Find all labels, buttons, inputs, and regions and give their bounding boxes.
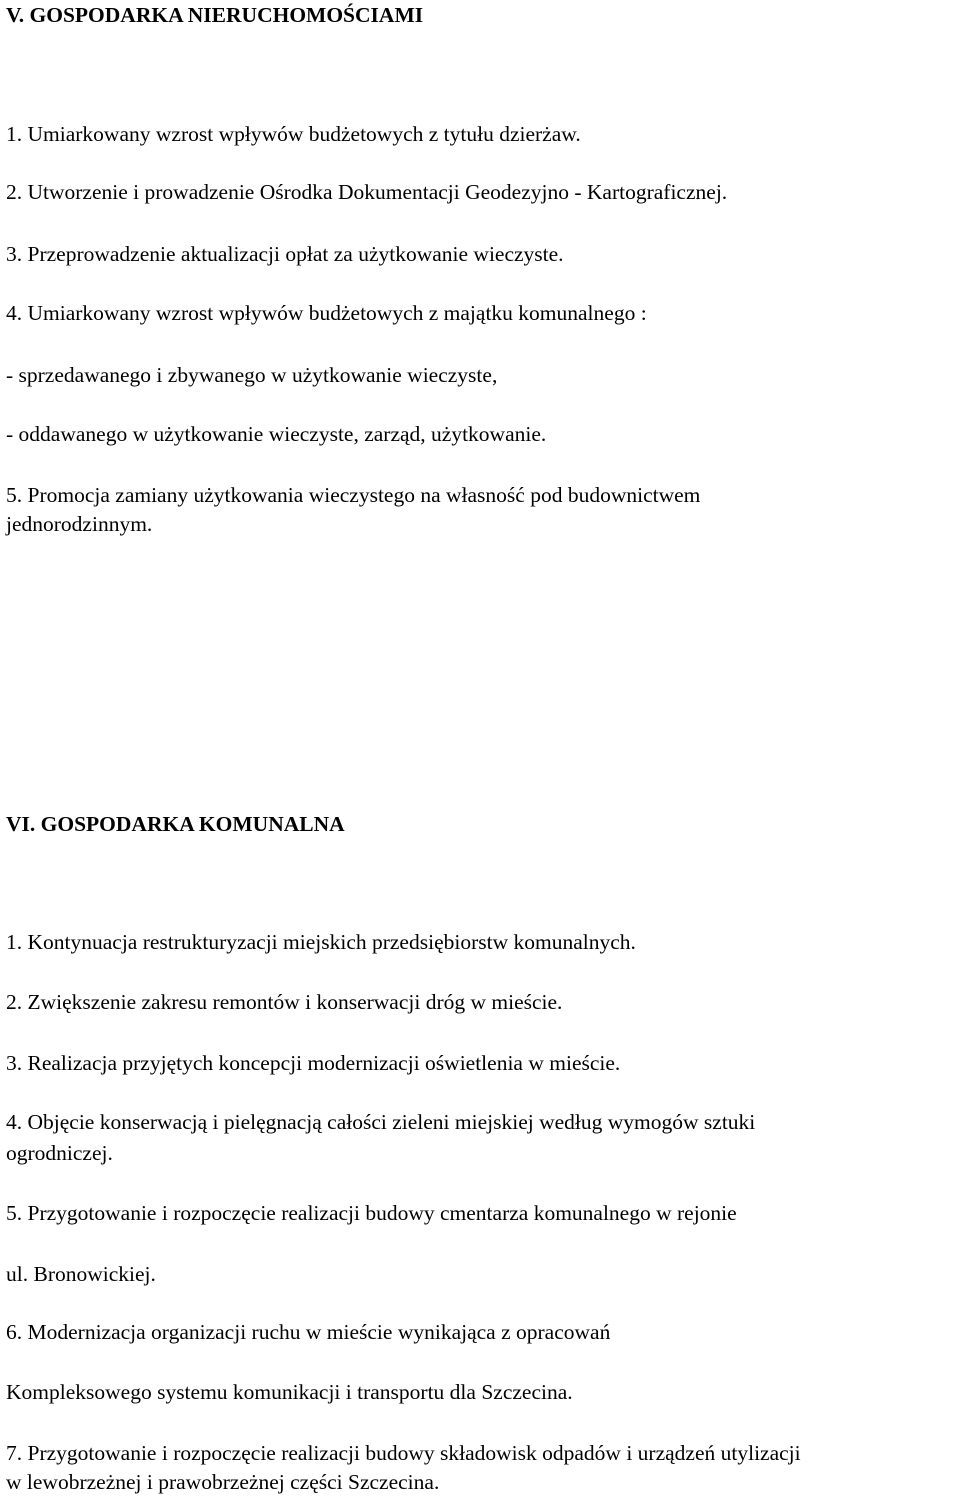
section-v-item-3: 3. Przeprowadzenie aktualizacji opłat za użytkowanie wieczyste. bbox=[6, 242, 564, 266]
section-v-item-4: 4. Umiarkowany wzrost wpływów budżetowych z majątku komunalnego : bbox=[6, 301, 647, 325]
section-v-item-2: 2. Utworzenie i prowadzenie Ośrodka Dokumentacji Geodezyjno - Kartograficznej. bbox=[6, 180, 728, 204]
section-v-item-4-sub-2: - oddawanego w użytkowanie wieczyste, zarząd, użytkowanie. bbox=[6, 422, 547, 446]
section-vi-item-5: 5. Przygotowanie i rozpoczęcie realizacji budowy cmentarza komunalnego w rejonie bbox=[6, 1201, 737, 1225]
section-vi-item-4-cont: ogrodniczej. bbox=[6, 1141, 113, 1165]
section-vi-item-6-cont: Kompleksowego systemu komunikacji i transportu dla Szczecina. bbox=[6, 1380, 573, 1404]
section-v-item-1: 1. Umiarkowany wzrost wpływów budżetowych z tytułu dzierżaw. bbox=[6, 122, 581, 146]
section-vi-item-5-cont: ul. Bronowickiej. bbox=[6, 1262, 156, 1286]
section-vi-item-7-cont: w lewobrzeżnej i prawobrzeżnej części Szczecina. bbox=[6, 1470, 440, 1494]
section-vi-item-7: 7. Przygotowanie i rozpoczęcie realizacji budowy składowisk odpadów i urządzeń utylizacji bbox=[6, 1441, 801, 1465]
section-vi-item-4: 4. Objęcie konserwacją i pielęgnacją całości zieleni miejskiej według wymogów sztuki bbox=[6, 1110, 756, 1134]
section-v-item-5: 5. Promocja zamiany użytkowania wieczystego na własność pod budownictwem bbox=[6, 483, 701, 507]
section-v-item-5-cont: jednorodzinnym. bbox=[6, 512, 153, 536]
section-vi-item-1: 1. Kontynuacja restrukturyzacji miejskich przedsiębiorstw komunalnych. bbox=[6, 930, 636, 954]
section-vi-item-2: 2. Zwiększenie zakresu remontów i konserwacji dróg w mieście. bbox=[6, 990, 563, 1014]
section-v-item-4-sub-1: - sprzedawanego i zbywanego w użytkowanie wieczyste, bbox=[6, 363, 498, 387]
section-vi-item-3: 3. Realizacja przyjętych koncepcji modernizacji oświetlenia w mieście. bbox=[6, 1051, 621, 1075]
section-vi-heading: VI. GOSPODARKA KOMUNALNA bbox=[6, 812, 345, 836]
section-v-heading: V. GOSPODARKA NIERUCHOMOŚCIAMI bbox=[6, 3, 424, 27]
section-vi-item-6: 6. Modernizacja organizacji ruchu w mieście wynikająca z opracowań bbox=[6, 1320, 611, 1344]
